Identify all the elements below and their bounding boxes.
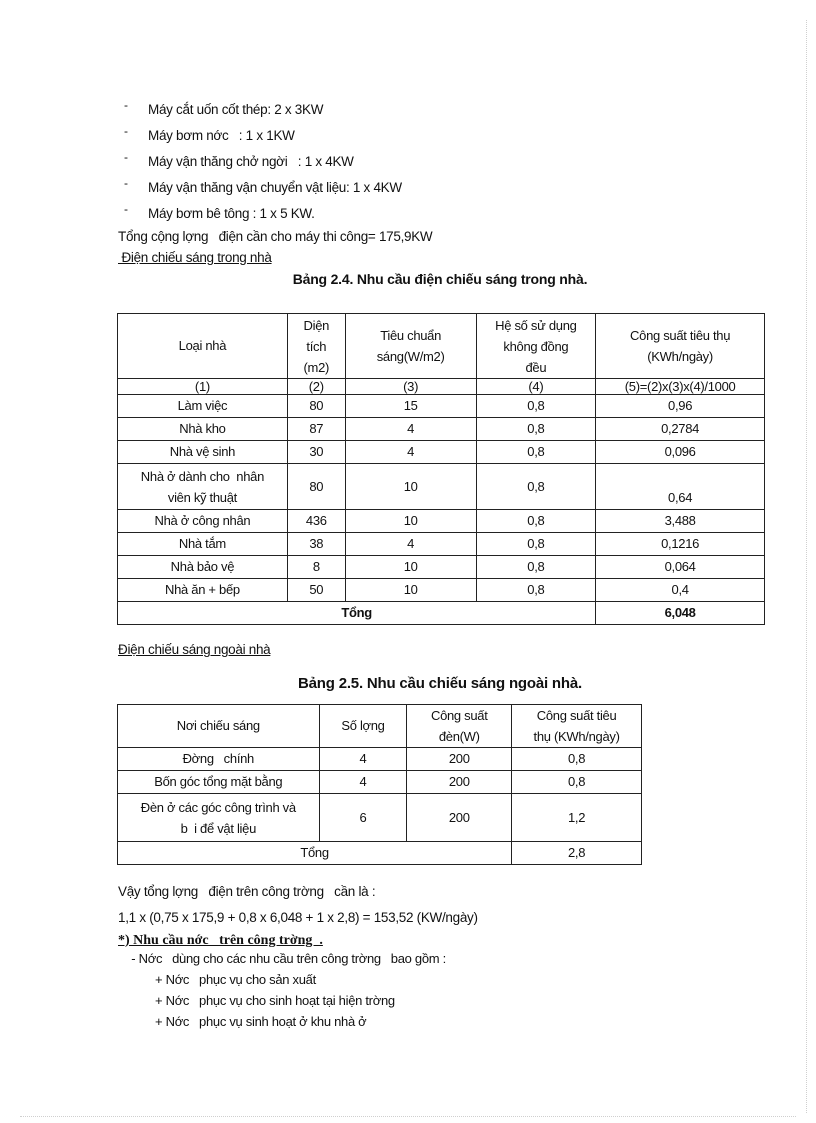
water-item: + Nớc phục vụ cho sản xuất <box>155 972 316 987</box>
cell-power: 1,2 <box>512 794 642 842</box>
header-lamp-power: Công suất đèn(W) <box>407 705 512 748</box>
cell-standard: 10 <box>345 579 476 602</box>
cell-power: 0,4 <box>596 579 765 602</box>
cell-area: 80 <box>287 395 345 418</box>
bullet-dash: - <box>124 202 128 216</box>
bullet-dash: - <box>124 124 128 138</box>
index-cell: (3) <box>345 379 476 395</box>
table-row <box>118 579 765 602</box>
cell-area: 30 <box>287 441 345 464</box>
outdoor-lighting-table <box>117 704 642 865</box>
bullet-dash: - <box>124 176 128 190</box>
equipment-item: Máy cắt uốn cốt thép: 2 x 3KW <box>148 102 324 117</box>
cell-area: 87 <box>287 418 345 441</box>
cell-coefficient: 0,8 <box>476 418 596 441</box>
outdoor-heading: Điện chiếu sáng ngoài nhà <box>118 642 271 657</box>
cell-lamp-power: 200 <box>407 748 512 771</box>
table-row <box>118 464 765 510</box>
cell-power: 0,064 <box>596 556 765 579</box>
cell-area: 8 <box>287 556 345 579</box>
page-border-bottom <box>20 1116 796 1117</box>
index-cell: (1) <box>118 379 288 395</box>
cell-standard: 4 <box>345 533 476 556</box>
table-row <box>118 556 765 579</box>
cell-area: 436 <box>287 510 345 533</box>
cell-coefficient: 0,8 <box>476 395 596 418</box>
cell-coefficient: 0,8 <box>476 579 596 602</box>
cell-coefficient: 0,8 <box>476 510 596 533</box>
equipment-total: Tổng cộng lợng điện cần cho máy thi công= 175,9KW <box>118 229 433 244</box>
table-row <box>118 441 765 464</box>
equipment-item: Máy vận thăng chở ngời : 1 x 4KW <box>148 154 354 169</box>
index-cell: (2) <box>287 379 345 395</box>
cell-power: 0,1216 <box>596 533 765 556</box>
equipment-item: Máy vận thăng vận chuyển vật liệu: 1 x 4KW <box>148 180 402 195</box>
equipment-item: Máy bơm nớc : 1 x 1KW <box>148 128 295 143</box>
cell-type: Nhà ăn + bếp <box>118 579 288 602</box>
total-row <box>118 602 765 625</box>
header-area: Diện tích (m2) <box>287 314 345 379</box>
cell-quantity: 6 <box>319 794 407 842</box>
cell-coefficient: 0,8 <box>476 441 596 464</box>
cell-place: Bốn góc tổng mặt bằng <box>118 771 320 794</box>
cell-coefficient: 0,8 <box>476 533 596 556</box>
indoor-lighting-table <box>117 313 765 625</box>
index-cell: (5)=(2)x(3)x(4)/1000 <box>596 379 765 395</box>
bullet-dash: - <box>124 98 128 112</box>
cell-place: Đèn ở các góc công trình và b i để vật liệu <box>118 794 320 842</box>
cell-standard: 4 <box>345 441 476 464</box>
indoor-table-caption: Bảng 2.4. Nhu cầu điện chiếu sáng trong nhà. <box>292 271 588 287</box>
cell-lamp-power: 200 <box>407 771 512 794</box>
total-value: 2,8 <box>512 842 642 865</box>
table-row <box>118 395 765 418</box>
cell-area: 38 <box>287 533 345 556</box>
cell-type: Nhà ở dành cho nhân viên kỹ thuật <box>118 464 288 510</box>
cell-power: 0,8 <box>512 771 642 794</box>
cell-area: 50 <box>287 579 345 602</box>
header-place: Nơi chiếu sáng <box>118 705 320 748</box>
page-border-right <box>806 20 807 1113</box>
cell-standard: 10 <box>345 556 476 579</box>
cell-power: 0,64 <box>596 464 765 510</box>
table-row <box>118 771 642 794</box>
header-coefficient: Hệ số sử dụng không đồng đều <box>476 314 596 379</box>
cell-power: 0,096 <box>596 441 765 464</box>
cell-type: Nhà tắm <box>118 533 288 556</box>
header-standard: Tiêu chuẩn sáng(W/m2) <box>345 314 476 379</box>
header-power: Công suất tiêu thụ (KWh/ngày) <box>512 705 642 748</box>
cell-coefficient: 0,8 <box>476 464 596 510</box>
total-row <box>118 842 642 865</box>
cell-standard: 10 <box>345 510 476 533</box>
total-value: 6,048 <box>596 602 765 625</box>
water-intro: - Nớc dùng cho các nhu cầu trên công trờng bao gồm : <box>128 951 446 966</box>
header-type: Loại nhà <box>118 314 288 379</box>
water-heading: *) Nhu cầu nớc trên công trờng . <box>118 933 323 948</box>
cell-standard: 4 <box>345 418 476 441</box>
cell-lamp-power: 200 <box>407 794 512 842</box>
indoor-heading: Điện chiếu sáng trong nhà <box>118 250 272 265</box>
cell-power: 0,8 <box>512 748 642 771</box>
cell-power: 3,488 <box>596 510 765 533</box>
header-power: Công suất tiêu thụ (KWh/ngày) <box>596 314 765 379</box>
summary-formula: 1,1 x (0,75 x 175,9 + 0,8 x 6,048 + 1 x 2,8) = 153,52 (KW/ngày) <box>118 910 478 925</box>
cell-type: Nhà kho <box>118 418 288 441</box>
cell-power: 0,96 <box>596 395 765 418</box>
cell-type: Nhà bảo vệ <box>118 556 288 579</box>
total-label: Tổng <box>118 842 512 865</box>
table-row <box>118 510 765 533</box>
cell-standard: 10 <box>345 464 476 510</box>
water-item: + Nớc phục vụ sinh hoạt ở khu nhà ở <box>155 1014 367 1029</box>
table-row <box>118 748 642 771</box>
header-quantity: Số lợng <box>319 705 407 748</box>
cell-type: Làm việc <box>118 395 288 418</box>
summary-line: Vậy tổng lợng điện trên công trờng cần là : <box>118 884 376 899</box>
cell-coefficient: 0,8 <box>476 556 596 579</box>
table-row <box>118 794 642 842</box>
total-label: Tổng <box>118 602 596 625</box>
equipment-item: Máy bơm bê tông : 1 x 5 KW. <box>148 206 315 221</box>
cell-type: Nhà vệ sinh <box>118 441 288 464</box>
cell-area: 80 <box>287 464 345 510</box>
cell-power: 0,2784 <box>596 418 765 441</box>
cell-type: Nhà ở công nhân <box>118 510 288 533</box>
cell-quantity: 4 <box>319 771 407 794</box>
table-row <box>118 418 765 441</box>
bullet-dash: - <box>124 150 128 164</box>
water-item: + Nớc phục vụ cho sinh hoạt tại hiện trờng <box>155 993 395 1008</box>
cell-quantity: 4 <box>319 748 407 771</box>
cell-standard: 15 <box>345 395 476 418</box>
cell-place: Đờng chính <box>118 748 320 771</box>
outdoor-table-caption: Bảng 2.5. Nhu cầu chiếu sáng ngoài nhà. <box>298 675 582 692</box>
table-row <box>118 533 765 556</box>
index-cell: (4) <box>476 379 596 395</box>
